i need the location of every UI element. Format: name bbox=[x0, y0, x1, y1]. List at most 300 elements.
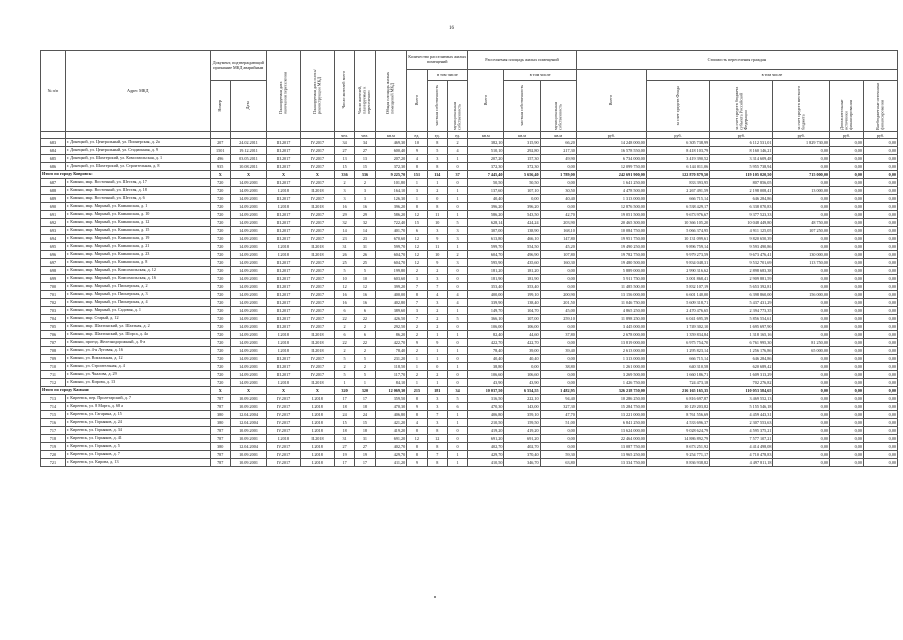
cell-cf: 14 886 892,79 bbox=[646, 435, 709, 443]
cell-c: 10 084 750,00 bbox=[576, 227, 646, 235]
cell-qm: 0 bbox=[447, 283, 467, 291]
cell-dn: 380 bbox=[210, 411, 230, 419]
cell-ta: 101,80 bbox=[375, 179, 407, 187]
cell-qp: 3 bbox=[427, 155, 447, 163]
cell-addr: г. Киреевск, ул. Горняков, д. 5 bbox=[65, 443, 210, 451]
cell-q: 12 bbox=[407, 211, 427, 219]
cell-ce2: 0,00 bbox=[863, 187, 897, 195]
unit-cell: руб. bbox=[576, 132, 646, 139]
cell-ce2: 0,00 bbox=[863, 275, 897, 283]
cell-ta: 722,40 bbox=[375, 219, 407, 227]
cell-ce: 0,00 bbox=[830, 451, 864, 459]
unit-cell bbox=[230, 132, 266, 139]
cell-ce2: 0,00 bbox=[863, 347, 897, 355]
cell-p1: III.2017 bbox=[267, 235, 301, 243]
cell-ta: 411,20 bbox=[375, 459, 407, 467]
cell-am: 51,00 bbox=[540, 419, 576, 427]
table-row bbox=[41, 195, 898, 203]
cell-rp: 16 bbox=[355, 203, 375, 211]
cell-ta: 84,10 bbox=[375, 379, 407, 387]
cell-n: 702 bbox=[41, 299, 66, 307]
cell-r: 13 bbox=[334, 155, 354, 163]
cell-p2: IV.2017 bbox=[300, 147, 334, 155]
cell-dd: 12.04.2004 bbox=[230, 419, 266, 427]
cell-q: 9 bbox=[407, 459, 427, 467]
cell-r: 22 bbox=[334, 339, 354, 347]
cell-am: 37,80 bbox=[540, 331, 576, 339]
cell-p1: III.2017 bbox=[267, 147, 301, 155]
cell-ta: 422,70 bbox=[375, 339, 407, 347]
cell-c: 4 478 500,00 bbox=[576, 187, 646, 195]
cell-qm: 0 bbox=[447, 179, 467, 187]
cell-ce2: 0,00 bbox=[863, 411, 897, 419]
cell-p1: X bbox=[267, 387, 301, 395]
cell-qm: 1 bbox=[447, 347, 467, 355]
cell-n: 703 bbox=[41, 307, 66, 315]
cell-r: 2 bbox=[334, 323, 354, 331]
cell-dn: 720 bbox=[210, 275, 230, 283]
cell-dd: 03.05.2011 bbox=[230, 155, 266, 163]
cell-cl: 0,00 bbox=[773, 243, 830, 251]
cell-dd: 14.09.2001 bbox=[230, 355, 266, 363]
cell-p1: III.2017 bbox=[267, 219, 301, 227]
cell-cl: 65 000,00 bbox=[773, 347, 830, 355]
cell-cf: 9 896 759,14 bbox=[646, 243, 709, 251]
cell-cr: 2 394 773,35 bbox=[710, 307, 773, 315]
cell-a: 613,80 bbox=[468, 235, 504, 243]
cell-rp: 2 bbox=[355, 347, 375, 355]
cell-n: 711 bbox=[41, 371, 66, 379]
cell-cf: 3 001 868,41 bbox=[646, 275, 709, 283]
cell-q: 6 bbox=[407, 227, 427, 235]
cell-n: 694 bbox=[41, 235, 66, 243]
cell-rp: 29 bbox=[355, 211, 375, 219]
cell-p1: III.2017 bbox=[267, 227, 301, 235]
cell-cf: 6 041 695,39 bbox=[646, 315, 709, 323]
cell-qm: 0 bbox=[447, 435, 467, 443]
cell-ap: 554,50 bbox=[504, 243, 540, 251]
cell-p1: I.2018 bbox=[267, 243, 301, 251]
cell-cf: 9 834 048,31 bbox=[646, 259, 709, 267]
table-row bbox=[41, 459, 898, 467]
cell-dn: 720 bbox=[210, 227, 230, 235]
cell-ce: 0,00 bbox=[830, 347, 864, 355]
cell-cr: 9 593 490,86 bbox=[710, 243, 773, 251]
cell-cr: 4 414 498,08 bbox=[710, 443, 773, 451]
cell-qp: 0 bbox=[427, 195, 447, 203]
cell-ce2: 0,00 bbox=[863, 235, 897, 243]
cell-a: 628,14 bbox=[468, 219, 504, 227]
cell-q: 4 bbox=[407, 419, 427, 427]
cell-ce: 0,00 bbox=[830, 251, 864, 259]
cell-p1: III.2017 bbox=[267, 275, 301, 283]
cell-rp: 15 bbox=[355, 419, 375, 427]
cell-ce2: 0,00 bbox=[863, 155, 897, 163]
cell-p2: II.2018 bbox=[300, 187, 334, 195]
unit-cell bbox=[267, 132, 301, 139]
cell-dn: 720 bbox=[210, 379, 230, 387]
table-total-row bbox=[41, 387, 898, 395]
cell-addr: г. Киреевск, ул. Горняков, д. 41 bbox=[65, 435, 210, 443]
cell-dd: 14.09.2001 bbox=[230, 291, 266, 299]
cell-ce2: 0,00 bbox=[863, 427, 897, 435]
header-total-area: Общая площадь жилых помещений МКД bbox=[375, 51, 407, 132]
cell-r: 3 bbox=[334, 195, 354, 203]
cell-r: 2 bbox=[334, 363, 354, 371]
cell-ap: 424,24 bbox=[504, 219, 540, 227]
cell-a: 210,50 bbox=[468, 419, 504, 427]
cell-ap: 691,20 bbox=[504, 435, 540, 443]
cell-p2: I.2018 bbox=[300, 459, 334, 467]
cell-cf: 6 144 011,06 bbox=[646, 163, 709, 171]
cell-rp: 34 bbox=[355, 139, 375, 147]
cell-n: 721 bbox=[41, 459, 66, 467]
cell-p2: IV.2017 bbox=[300, 267, 334, 275]
table-row bbox=[41, 147, 898, 155]
cell-ta: 402,80 bbox=[375, 299, 407, 307]
cell-p1: III.2017 bbox=[267, 259, 301, 267]
cell-n: 713 bbox=[41, 395, 66, 403]
cell-ta: 117,70 bbox=[375, 371, 407, 379]
cell-qp: 11 bbox=[427, 211, 447, 219]
cell-am: 168,10 bbox=[540, 227, 576, 235]
header-qty-municipal: муниципальная собственность bbox=[447, 81, 467, 132]
cell-n: 708 bbox=[41, 347, 66, 355]
cell-dn: 720 bbox=[210, 299, 230, 307]
cell-a: 137,60 bbox=[468, 187, 504, 195]
cell-r: 25 bbox=[334, 259, 354, 267]
cell-ap: 496,90 bbox=[504, 251, 540, 259]
cell-cr: 6 398 860,00 bbox=[710, 291, 773, 299]
cell-q: 7 bbox=[407, 315, 427, 323]
cell-ce2: 0,00 bbox=[863, 179, 897, 187]
cell-dd: 10.09.2001 bbox=[230, 435, 266, 443]
table-row bbox=[41, 307, 898, 315]
cell-qm: 2 bbox=[447, 251, 467, 259]
cell-qm: 1 bbox=[447, 451, 467, 459]
cell-am: 203,90 bbox=[540, 219, 576, 227]
cell-qp: 10 bbox=[427, 251, 447, 259]
table-row bbox=[41, 323, 898, 331]
cell-r: 6 bbox=[334, 331, 354, 339]
cell-ta: 400,00 bbox=[375, 291, 407, 299]
cell-dn: 720 bbox=[210, 219, 230, 227]
cell-cl: 0,00 bbox=[773, 315, 830, 323]
cell-ta: 691,20 bbox=[375, 435, 407, 443]
cell-ap: 107,00 bbox=[504, 315, 540, 323]
cell-qm: 0 bbox=[447, 379, 467, 387]
cell-q: 2 bbox=[407, 347, 427, 355]
cell-rp: 2 bbox=[355, 179, 375, 187]
cell-am: 1 789,00 bbox=[540, 171, 576, 179]
cell-qm: 1 bbox=[447, 411, 467, 419]
cell-qp: 8 bbox=[427, 203, 447, 211]
unit-cell bbox=[210, 132, 230, 139]
table-row bbox=[41, 219, 898, 227]
cell-a: 402,70 bbox=[468, 443, 504, 451]
cell-a: 604,70 bbox=[468, 251, 504, 259]
cell-addr: г. Донецкой, ул. Шахтерский, ул. Строительная, д. 8 bbox=[65, 163, 210, 171]
cell-addr: г. Камыш, мкр. Шахтинский, ул. Шахтная, д. 2 bbox=[65, 323, 210, 331]
cell-a: 366,10 bbox=[468, 315, 504, 323]
cell-n: 696 bbox=[41, 251, 66, 259]
cell-dd: 12.04.2004 bbox=[230, 443, 266, 451]
cell-a: 595,90 bbox=[468, 259, 504, 267]
cell-qp: 2 bbox=[427, 307, 447, 315]
cell-qp: 1 bbox=[427, 379, 447, 387]
cell-a: 586,20 bbox=[468, 211, 504, 219]
cell-qm: 34 bbox=[447, 387, 467, 395]
cell-cr: 2 898 683,38 bbox=[710, 267, 773, 275]
cell-am: 45,00 bbox=[540, 307, 576, 315]
cell-cr: 702 276,82 bbox=[710, 379, 773, 387]
cell-addr: г. Донецкой, ул. Центральный, ул. Стадионная, д. 9 bbox=[65, 147, 210, 155]
cell-ce2: 0,00 bbox=[863, 163, 897, 171]
cell-qp: 8 bbox=[427, 427, 447, 435]
cell-addr: г. Камыш, ул. Вокзальная, д. 12 bbox=[65, 355, 210, 363]
cell-ta: 429,70 bbox=[375, 451, 407, 459]
cell-dd: 14.09.2001 bbox=[230, 235, 266, 243]
cell-ce: 0,00 bbox=[830, 283, 864, 291]
cell-ta: 396,20 bbox=[375, 203, 407, 211]
cell-qm: 2 bbox=[447, 139, 467, 147]
cell-qp: 1 bbox=[427, 355, 447, 363]
cell-a: 353,40 bbox=[468, 283, 504, 291]
cell-cr: 2 307 553,63 bbox=[710, 419, 773, 427]
cell-a: 149,70 bbox=[468, 307, 504, 315]
cell-p1: IV.2017 bbox=[267, 395, 301, 403]
cell-n: 718 bbox=[41, 435, 66, 443]
cell-dd: 19.12.2011 bbox=[230, 147, 266, 155]
cell-qp: 4 bbox=[427, 291, 447, 299]
cell-q: 2 bbox=[407, 267, 427, 275]
cell-q: 9 bbox=[407, 147, 427, 155]
cell-r: 18 bbox=[334, 427, 354, 435]
cell-cf: 724 473,18 bbox=[646, 379, 709, 387]
cell-ce: 0,00 bbox=[830, 355, 864, 363]
cell-c: 13 965 250,00 bbox=[576, 451, 646, 459]
cell-ce2: 0,00 bbox=[863, 403, 897, 411]
cell-n: 698 bbox=[41, 267, 66, 275]
cell-cf: 9 673 976,67 bbox=[646, 211, 709, 219]
cell-dn: X bbox=[210, 387, 230, 395]
cell-n: 697 bbox=[41, 259, 66, 267]
cell-cl: 0,00 bbox=[773, 379, 830, 387]
cell-qp: 1 bbox=[427, 331, 447, 339]
cell-cr: 4 497 811,18 bbox=[710, 459, 773, 467]
cell-rp: 19 bbox=[355, 451, 375, 459]
cell-ap: 40,40 bbox=[504, 355, 540, 363]
cell-cf: 5 832 107,19 bbox=[646, 283, 709, 291]
cell-dd: 14.09.2001 bbox=[230, 203, 266, 211]
cell-p1: X bbox=[267, 171, 301, 179]
cell-cl: 0,00 bbox=[773, 323, 830, 331]
cell-dd: 14.09.2001 bbox=[230, 275, 266, 283]
cell-n: 691 bbox=[41, 211, 66, 219]
header-cost-extra2: Внебюджетные источники финансирования bbox=[863, 81, 897, 132]
header-cost-local: за счет средств местного бюджета bbox=[773, 81, 830, 132]
cell-ce: 0,00 bbox=[830, 203, 864, 211]
cell-dn: 1501 bbox=[210, 147, 230, 155]
cell-n: 690 bbox=[41, 203, 66, 211]
cell-ce2: 0,00 bbox=[863, 419, 897, 427]
header-cost-group: Стоимость переселения граждан bbox=[576, 51, 897, 70]
cell-p1: III.2017 bbox=[267, 155, 301, 163]
table-row bbox=[41, 443, 898, 451]
cell-r: 24 bbox=[334, 411, 354, 419]
cell-q: 12 bbox=[407, 235, 427, 243]
table-row bbox=[41, 291, 898, 299]
cell-dd: 14.09.2001 bbox=[230, 339, 266, 347]
cell-n: 707 bbox=[41, 339, 66, 347]
cell-c: 326 218 750,00 bbox=[576, 387, 646, 395]
cell-cl: 0,00 bbox=[773, 331, 830, 339]
cell-qm: 1 bbox=[447, 243, 467, 251]
cell-dd: 14.09.2001 bbox=[230, 323, 266, 331]
cell-ap: 39,00 bbox=[504, 347, 540, 355]
cell-p2: IV.2017 bbox=[300, 299, 334, 307]
cell-n: 689 bbox=[41, 195, 66, 203]
cell-p2: I.2018 bbox=[300, 411, 334, 419]
cell-ap: 402,70 bbox=[504, 443, 540, 451]
cell-qm: 3 bbox=[447, 235, 467, 243]
cell-cl: 0,00 bbox=[773, 307, 830, 315]
cell-addr: г. Камыш, ул. 4-я Луговая, д. 16 bbox=[65, 347, 210, 355]
cell-dn: 720 bbox=[210, 259, 230, 267]
table-row bbox=[41, 347, 898, 355]
cell-ta: 231,20 bbox=[375, 355, 407, 363]
cell-n: 705 bbox=[41, 323, 66, 331]
table-row bbox=[41, 403, 898, 411]
cell-cf: 4 533 696,37 bbox=[646, 419, 709, 427]
cell-r: 29 bbox=[334, 211, 354, 219]
cell-p2: IV.2017 bbox=[300, 315, 334, 323]
cell-p2: IV.2017 bbox=[300, 179, 334, 187]
unit-cell: кв.м bbox=[468, 132, 504, 139]
cell-ta: 199,80 bbox=[375, 267, 407, 275]
cell-cr: 5 955 738,94 bbox=[710, 163, 773, 171]
cell-ta: 78,40 bbox=[375, 347, 407, 355]
cell-dd: 14.09.2001 bbox=[230, 187, 266, 195]
cell-dd: X bbox=[230, 387, 266, 395]
cell-p2: X bbox=[300, 387, 334, 395]
cell-ap: 181,20 bbox=[504, 267, 540, 275]
cell-p1: III.2017 bbox=[267, 315, 301, 323]
cell-n: Итого по городу Камыш: bbox=[41, 387, 211, 395]
cell-c: 3 445 000,00 bbox=[576, 323, 646, 331]
cell-c: 1 313 000,00 bbox=[576, 355, 646, 363]
cell-a: 106,60 bbox=[468, 371, 504, 379]
cell-qp: 12 bbox=[427, 435, 447, 443]
cell-ce2: 0,00 bbox=[863, 243, 897, 251]
cell-rp: 5 bbox=[355, 355, 375, 363]
cell-ce2: 0,00 bbox=[863, 195, 897, 203]
cell-ce2: 0,00 bbox=[863, 371, 897, 379]
cell-n: 706 bbox=[41, 331, 66, 339]
cell-r: 32 bbox=[334, 219, 354, 227]
cell-qm: 5 bbox=[447, 395, 467, 403]
header-cost-extra: Дополнительные источники финансирования bbox=[830, 81, 864, 132]
cell-qp: 11 bbox=[427, 243, 447, 251]
cell-cr: 10 048 449,80 bbox=[710, 219, 773, 227]
cell-r: 5 bbox=[334, 355, 354, 363]
cell-c: 5 889 000,00 bbox=[576, 267, 646, 275]
cell-r: 336 bbox=[334, 171, 354, 179]
cell-qm: 1 bbox=[447, 155, 467, 163]
cell-qm: 37 bbox=[447, 171, 467, 179]
cell-ce: 0,00 bbox=[830, 155, 864, 163]
cell-cr: 9 532 701,69 bbox=[710, 259, 773, 267]
cell-am: 94,40 bbox=[540, 395, 576, 403]
header-document: Документ, подтверждающий признание МКД аварийным bbox=[210, 51, 267, 81]
cell-p1: I.2018 bbox=[267, 435, 301, 443]
cell-c: 13 819 000,00 bbox=[576, 339, 646, 347]
cell-r: 17 bbox=[334, 395, 354, 403]
cell-r: 16 bbox=[334, 291, 354, 299]
table-row bbox=[41, 355, 898, 363]
cell-cl: 0,00 bbox=[773, 459, 830, 467]
cell-am: 0,00 bbox=[540, 283, 576, 291]
cell-cl: 0,00 bbox=[773, 403, 830, 411]
cell-a: 106,00 bbox=[468, 323, 504, 331]
cell-dd: 14.09.2001 bbox=[230, 299, 266, 307]
cell-addr: г. Камыш, мкр. Мирный, ул. Камышская, д. 10 bbox=[65, 211, 210, 219]
cell-dn: 787 bbox=[210, 395, 230, 403]
cell-p2: I.2018 bbox=[300, 443, 334, 451]
cell-am: 217,30 bbox=[540, 147, 576, 155]
cell-c: 12 876 500,00 bbox=[576, 203, 646, 211]
cell-cr: 5 437 431,29 bbox=[710, 299, 773, 307]
cell-addr: г. Камыш, мкр. Мирный, ул. Камышская, д. 15 bbox=[65, 227, 210, 235]
cell-a: 78,40 bbox=[468, 347, 504, 355]
units-row bbox=[41, 132, 898, 139]
cell-ce: 0,00 bbox=[830, 147, 864, 155]
cell-dn: 720 bbox=[210, 339, 230, 347]
cell-ce: 0,00 bbox=[830, 243, 864, 251]
cell-r: 15 bbox=[334, 419, 354, 427]
cell-ta: 604,70 bbox=[375, 251, 407, 259]
cell-addr: г. Камыш, мкр. Мирный, ул. Камышская, д. 1 bbox=[65, 203, 210, 211]
cell-q: 7 bbox=[407, 299, 427, 307]
cell-ta: 421,20 bbox=[375, 419, 407, 427]
cell-p2: IV.2017 bbox=[300, 211, 334, 219]
unit-cell: руб. bbox=[773, 132, 830, 139]
cell-dn: 720 bbox=[210, 267, 230, 275]
cell-p2: I.2018 bbox=[300, 427, 334, 435]
cell-rp: 1 bbox=[355, 379, 375, 387]
page-number: 16 bbox=[449, 26, 454, 31]
cell-am: 49,90 bbox=[540, 155, 576, 163]
cell-rp: 27 bbox=[355, 147, 375, 155]
cell-c: 2 613 000,00 bbox=[576, 347, 646, 355]
cell-rp: 22 bbox=[355, 315, 375, 323]
cell-addr: г. Камыш, мкр. Мирный, ул. Садовая, д. 1 bbox=[65, 307, 210, 315]
cell-qm: 1 bbox=[447, 419, 467, 427]
cell-am: 39,40 bbox=[540, 347, 576, 355]
cell-ap: 181,90 bbox=[504, 275, 540, 283]
cell-a: 50,50 bbox=[468, 179, 504, 187]
cell-cr: 2 909 881,59 bbox=[710, 275, 773, 283]
table-row bbox=[41, 331, 898, 339]
cell-ce2: 0,00 bbox=[863, 363, 897, 371]
cell-cl: 0,00 bbox=[773, 395, 830, 403]
unit-cell bbox=[65, 132, 210, 139]
cell-p2: X bbox=[300, 171, 334, 179]
cell-n: 700 bbox=[41, 283, 66, 291]
cell-ce: 0,00 bbox=[830, 259, 864, 267]
cell-ce: 0,00 bbox=[830, 411, 864, 419]
cell-cr: 7 577 107,21 bbox=[710, 435, 773, 443]
